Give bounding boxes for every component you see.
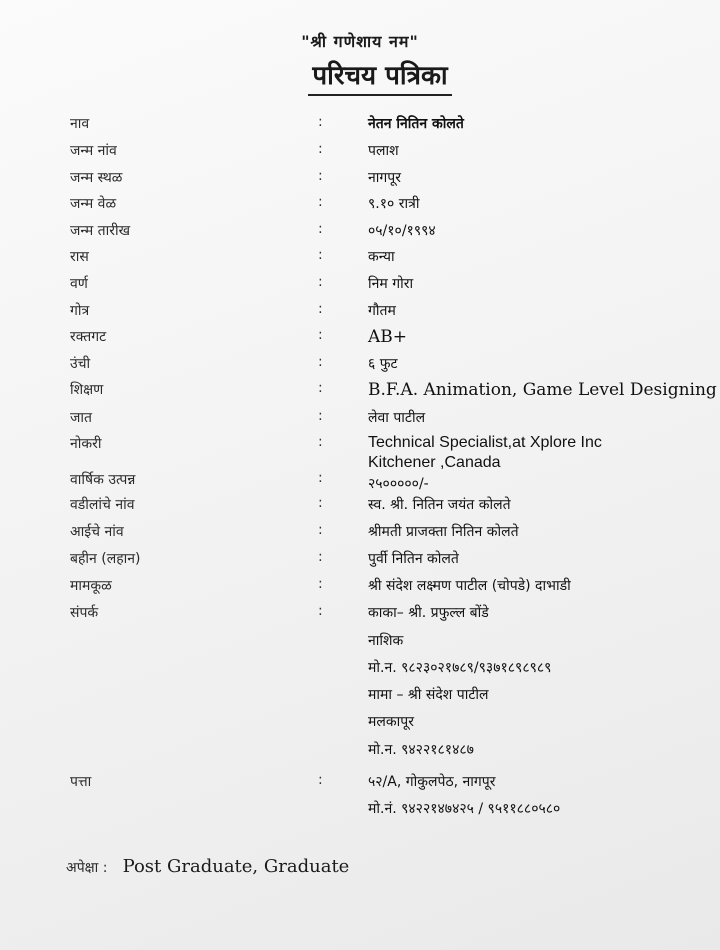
field-label: जन्म तारीख (70, 223, 131, 239)
field-label: मामकूळ (70, 578, 112, 594)
contact-line-text: मो.न. ९४२२१८१४८७ (368, 742, 474, 758)
field-colon: : (318, 194, 323, 210)
field-colon: : (318, 576, 323, 592)
field-row-father-name (0, 495, 720, 519)
invocation-line: "श्री गणेशाय नम" (301, 32, 419, 51)
field-value: ६ फुट (368, 356, 398, 372)
field-value: २५०००००/- (368, 476, 429, 492)
field-value: Technical Specialist,at Xplore Inc (368, 434, 602, 451)
field-colon: : (318, 495, 323, 511)
field-value: पलाश (368, 143, 399, 159)
address-line-text: मो.नं. ९४२२१४७४२५ / ९५११८८०५८० (368, 801, 561, 817)
field-row-birth-place (0, 168, 720, 192)
field-value: पुर्वी नितिन कोलते (368, 551, 459, 567)
field-row-sister (0, 549, 720, 573)
field-label: बहीन (लहान) (70, 551, 141, 567)
field-value: श्रीमती प्राजक्ता नितिन कोलते (368, 524, 519, 540)
field-row-address (0, 772, 720, 796)
field-value: नेतन नितिन कोलते (368, 116, 464, 132)
field-value: लेवा पाटील (368, 410, 426, 426)
field-value: ०५/१०/१९९४ (368, 223, 436, 239)
field-value: श्री संदेश लक्ष्मण पाटील (चोपडे) दाभाडी (368, 578, 571, 594)
field-colon: : (318, 247, 323, 263)
address-line (0, 799, 720, 823)
field-value: ५२/A, गोकुलपेठ, नागपूर (368, 774, 496, 790)
field-colon: : (318, 114, 323, 130)
document-header (0, 30, 720, 96)
contact-line-text: मो.न. ९८२३०२१७८९/९३७१८९८९८९ (368, 660, 552, 676)
field-value: कन्या (368, 249, 395, 265)
field-label: जात (70, 410, 92, 426)
contact-line (0, 740, 720, 764)
field-label: आईचे नांव (70, 524, 124, 540)
field-label: गोत्र (70, 303, 90, 319)
field-value: B.F.A. Animation, Game Level Designing (368, 380, 717, 400)
contact-line (0, 712, 720, 736)
field-label: जन्म वेळ (70, 196, 117, 212)
field-label: पत्ता (70, 774, 92, 790)
page-title: परिचय पत्रिका (308, 56, 451, 96)
field-value: काका– श्री. प्रफुल्ल बोंडे (368, 605, 489, 621)
field-label: वर्ण (70, 276, 88, 292)
contact-line-text: मामा – श्री संदेश पाटील (368, 687, 489, 703)
field-value: AB+ (368, 327, 408, 347)
field-label: संपर्क (70, 605, 99, 621)
field-row-caste (0, 408, 720, 432)
field-row-gotra (0, 301, 720, 325)
field-row-height (0, 354, 720, 378)
expectation-section (66, 856, 349, 877)
field-colon: : (318, 408, 323, 424)
field-row-birth-date (0, 221, 720, 245)
field-label: वार्षिक उत्पन्न (70, 472, 136, 488)
contact-line (0, 658, 720, 682)
field-colon: : (318, 221, 323, 237)
field-colon: : (318, 380, 323, 396)
field-row-income (0, 470, 720, 494)
field-colon: : (318, 434, 323, 450)
field-colon: : (318, 141, 323, 157)
field-label: नाव (70, 116, 90, 132)
field-label: उंची (70, 356, 91, 372)
contact-line-text: नाशिक (368, 633, 404, 649)
expectation-label: अपेक्षा : (66, 860, 108, 876)
field-label: शिक्षण (70, 382, 104, 398)
field-value: स्व. श्री. नितिन जयंत कोलते (368, 497, 511, 513)
field-label: रक्तगट (70, 329, 107, 345)
contact-line (0, 631, 720, 655)
field-value: गौतम (368, 303, 396, 319)
field-colon: : (318, 168, 323, 184)
field-colon: : (318, 274, 323, 290)
field-colon: : (318, 772, 323, 788)
field-colon: : (318, 522, 323, 538)
field-row-maternal-family (0, 576, 720, 600)
field-row-blood-group (0, 327, 720, 351)
field-label: वडीलांचे नांव (70, 497, 135, 513)
field-row-rashi (0, 247, 720, 271)
field-value: ९.१० रात्री (368, 196, 420, 212)
field-colon: : (318, 549, 323, 565)
contact-line-text: मलकापूर (368, 714, 414, 730)
field-value: निम गोरा (368, 276, 414, 292)
field-row-birth-name (0, 141, 720, 165)
field-label: रास (70, 249, 89, 265)
field-row-contact (0, 603, 720, 627)
field-label: जन्म नांव (70, 143, 117, 159)
field-value-continuation: Kitchener ,Canada (368, 454, 501, 471)
field-row-education (0, 380, 720, 404)
field-colon: : (318, 327, 323, 343)
field-row-complexion (0, 274, 720, 298)
field-value: नागपूर (368, 170, 401, 186)
field-colon: : (318, 603, 323, 619)
field-colon: : (318, 354, 323, 370)
field-row-mother-name (0, 522, 720, 546)
field-row-name (0, 114, 720, 138)
expectation-value: Post Graduate, Graduate (122, 856, 350, 877)
contact-line (0, 685, 720, 709)
field-colon: : (318, 470, 323, 486)
field-label: जन्म स्थळ (70, 170, 123, 186)
field-label: नोकरी (70, 436, 102, 452)
field-colon: : (318, 301, 323, 317)
field-row-birth-time (0, 194, 720, 218)
